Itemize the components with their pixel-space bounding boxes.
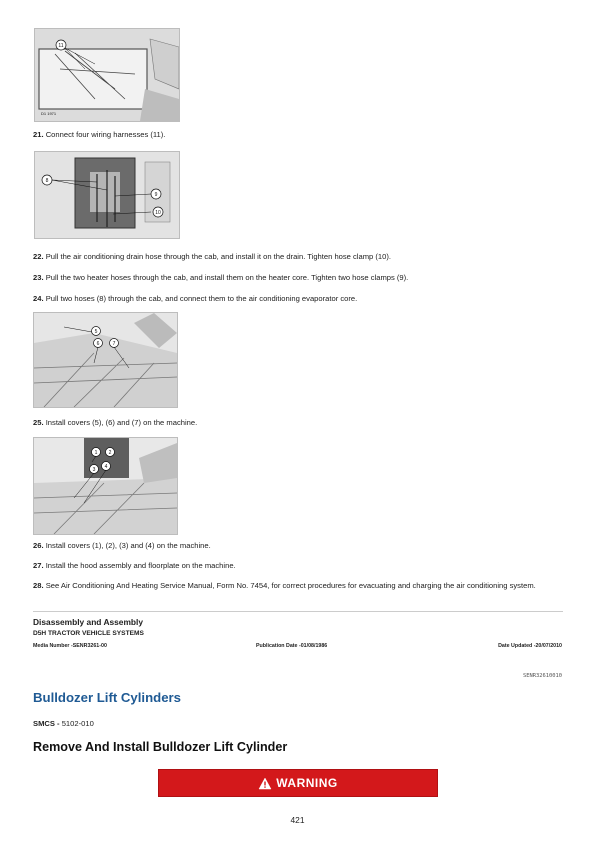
step-number: 22. bbox=[33, 252, 44, 261]
figure-wiring-harness bbox=[34, 28, 180, 122]
step-21 bbox=[33, 130, 563, 141]
document-code: SENR32610010 bbox=[523, 673, 562, 679]
step-25 bbox=[33, 418, 563, 429]
figure-hoses bbox=[34, 151, 180, 239]
step-text: Install the hood assembly and floorplate on the machine. bbox=[45, 561, 236, 570]
warning-label: WARNING bbox=[276, 776, 338, 790]
callout-4: 4 bbox=[104, 464, 108, 470]
step-23 bbox=[33, 273, 563, 284]
step-24 bbox=[33, 294, 563, 305]
figure-wiring-harness-drawing bbox=[35, 29, 179, 121]
figure-covers-5-6-7 bbox=[33, 312, 178, 408]
figure-code: D1 1971 bbox=[41, 111, 57, 116]
step-text: Install covers (1), (2), (3) and (4) on the machine. bbox=[45, 541, 211, 550]
procedure-title: Remove And Install Bulldozer Lift Cylinder bbox=[33, 740, 288, 754]
media-number: Media Number -SENR3261-00 bbox=[33, 643, 107, 649]
callout-2: 2 bbox=[108, 450, 112, 456]
section-name: Disassembly and Assembly bbox=[33, 617, 144, 627]
callout-7: 7 bbox=[112, 341, 116, 347]
step-number: 24. bbox=[33, 294, 44, 303]
figure-covers-5-6-7-drawing bbox=[34, 313, 177, 407]
section-divider bbox=[33, 611, 563, 612]
step-number: 27. bbox=[33, 561, 44, 570]
step-text: Pull the air conditioning drain hose through the cab, and install it on the drain. Tighten hose clamp (10). bbox=[45, 252, 391, 261]
step-22 bbox=[33, 252, 563, 263]
callout-6: 6 bbox=[96, 341, 100, 347]
step-28 bbox=[33, 581, 563, 592]
step-number: 21. bbox=[33, 130, 44, 139]
step-26 bbox=[33, 541, 563, 552]
section-title: Bulldozer Lift Cylinders bbox=[33, 690, 182, 705]
callout-1: 1 bbox=[94, 450, 98, 456]
callout-9: 9 bbox=[154, 192, 158, 198]
page-number: 421 bbox=[290, 815, 305, 825]
figure-covers-1-2-3-4-drawing bbox=[34, 438, 177, 534]
step-text: Pull two hoses (8) through the cab, and connect them to the air conditioning evaporator core. bbox=[45, 294, 358, 303]
smcs-label: SMCS - bbox=[33, 719, 60, 728]
callout-11: 11 bbox=[58, 43, 64, 49]
smcs-value: 5102-010 bbox=[61, 719, 94, 728]
figure-covers-1-2-3-4 bbox=[33, 437, 178, 535]
smcs-code bbox=[33, 719, 94, 728]
step-number: 26. bbox=[33, 541, 44, 550]
callout-10: 10 bbox=[155, 210, 161, 216]
callout-5: 5 bbox=[94, 329, 98, 335]
warning-banner bbox=[158, 769, 438, 797]
step-text: Connect four wiring harnesses (11). bbox=[45, 130, 166, 139]
step-text: See Air Conditioning And Heating Service Manual, Form No. 7454, for correct procedures for evacuating and charging the air conditioning system. bbox=[45, 581, 536, 590]
callout-8: 8 bbox=[45, 178, 49, 184]
step-number: 23. bbox=[33, 273, 44, 282]
date-updated: Date Updated -20/07/2010 bbox=[498, 643, 562, 649]
figure-hoses-drawing bbox=[35, 152, 179, 238]
callout-3: 3 bbox=[92, 467, 96, 473]
model-name: D5H TRACTOR VEHICLE SYSTEMS bbox=[33, 630, 144, 637]
step-text: Install covers (5), (6) and (7) on the machine. bbox=[45, 418, 198, 427]
step-27 bbox=[33, 561, 563, 572]
publication-date: Publication Date -01/08/1986 bbox=[256, 643, 328, 649]
step-number: 28. bbox=[33, 581, 44, 590]
step-number: 25. bbox=[33, 418, 44, 427]
warning-triangle-icon bbox=[258, 777, 272, 790]
step-text: Pull the two heater hoses through the cab, and install them on the heater core. Tighten two hose clamps (9). bbox=[45, 273, 409, 282]
